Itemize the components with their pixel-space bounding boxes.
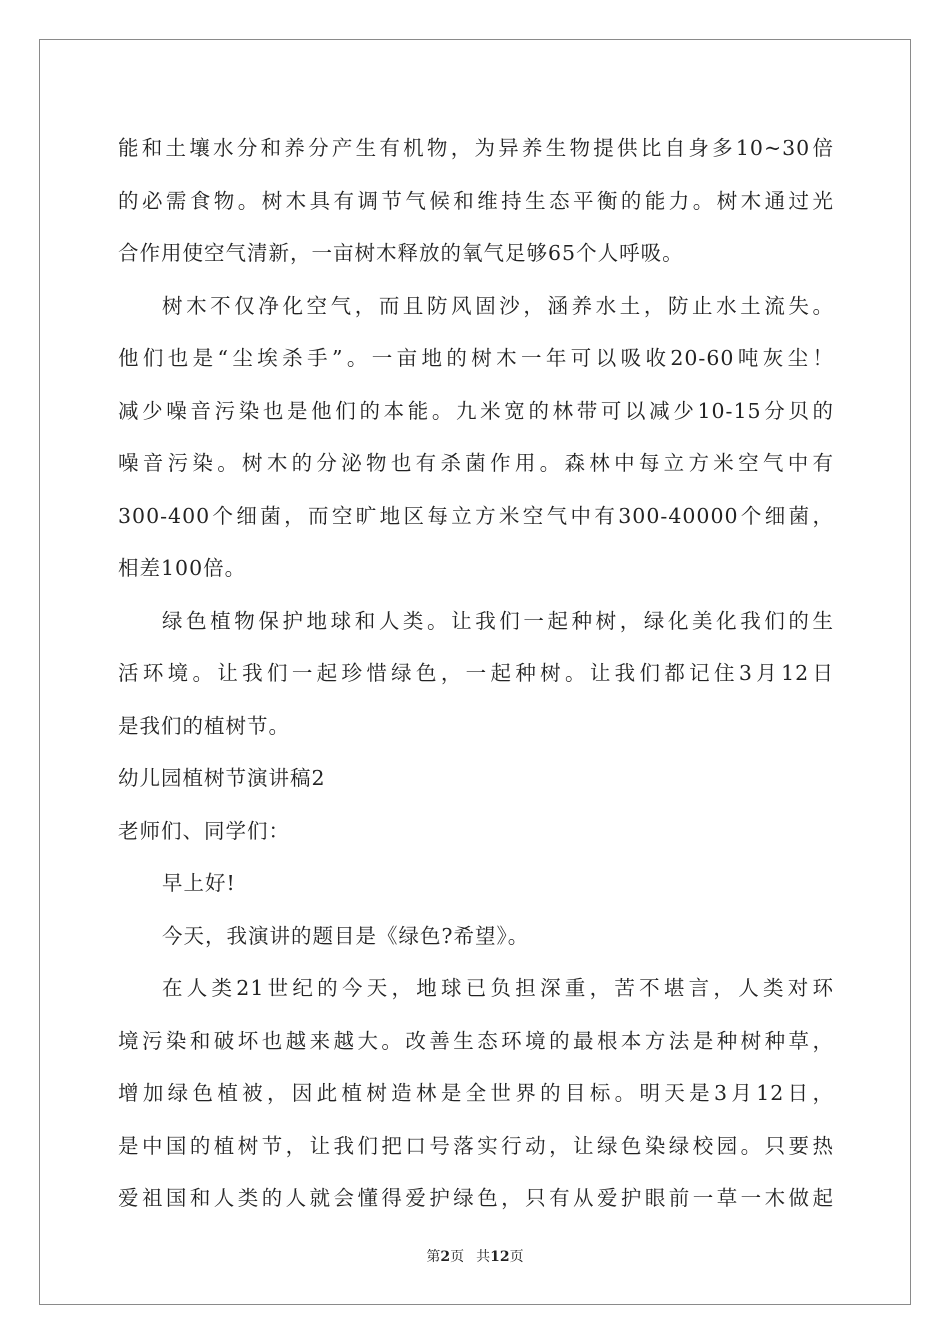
text-line: 是中国的植树节，让我们把口号落实行动，让绿色染绿校园。只要热 — [118, 1133, 834, 1158]
text-line: 境污染和破坏也越来越大。改善生态环境的最根本方法是种树种草， — [118, 1028, 834, 1053]
section-heading: 幼儿园植树节演讲稿2 — [118, 766, 326, 790]
total-suffix: 页 — [509, 1249, 524, 1265]
greeting: 早上好! — [162, 871, 236, 895]
text-line: 活环境。让我们一起珍惜绿色，一起种树。让我们都记住3月12日 — [118, 661, 834, 685]
text-line: 今天，我演讲的题目是《绿色?希望》。 — [162, 923, 530, 948]
salutation: 老师们、同学们： — [118, 818, 290, 843]
text-line: 爱祖国和人类的人就会懂得爱护绿色，只有从爱护眼前一草一木做起 — [118, 1186, 834, 1210]
text-line: 能和土壤水分和养分产生有机物，为异养生物提供比自身多10~30倍 — [118, 136, 834, 160]
text-line: 绿色植物保护地球和人类。让我们一起种树，绿化美化我们的生 — [162, 608, 834, 633]
text-line: 减少噪音污染也是他们的本能。九米宽的林带可以减少10-15分贝的 — [118, 398, 834, 423]
page-number: 2 — [440, 1249, 451, 1265]
text-line: 相差100倍。 — [118, 556, 247, 580]
text-line: 是我们的植树节。 — [118, 713, 290, 738]
page-prefix: 第 — [426, 1249, 441, 1265]
total-pages: 12 — [490, 1249, 510, 1265]
text-line: 噪音污染。树木的分泌物也有杀菌作用。森林中每立方米空气中有 — [118, 451, 834, 475]
text-line: 300-400个细菌，而空旷地区每立方米空气中有300-40000个细菌， — [118, 503, 834, 528]
page-footer — [0, 1246, 950, 1266]
document-body — [118, 122, 834, 1225]
text-line: 合作用使空气清新，一亩树木释放的氧气足够65个人呼吸。 — [118, 241, 684, 265]
text-line: 他们也是“尘埃杀手”。一亩地的树木一年可以吸收20-60吨灰尘！ — [118, 346, 834, 370]
total-prefix: 共 — [476, 1249, 491, 1265]
text-line: 在人类21世纪的今天，地球已负担深重，苦不堪言，人类对环 — [162, 976, 834, 1000]
text-line: 树木不仅净化空气，而且防风固沙，涵养水土，防止水土流失。 — [162, 293, 834, 318]
text-line: 的必需食物。树木具有调节气候和维持生态平衡的能力。树木通过光 — [118, 188, 834, 213]
page-suffix: 页 — [450, 1249, 465, 1265]
text-line: 增加绿色植被，因此植树造林是全世界的目标。明天是3月12日， — [118, 1081, 834, 1105]
